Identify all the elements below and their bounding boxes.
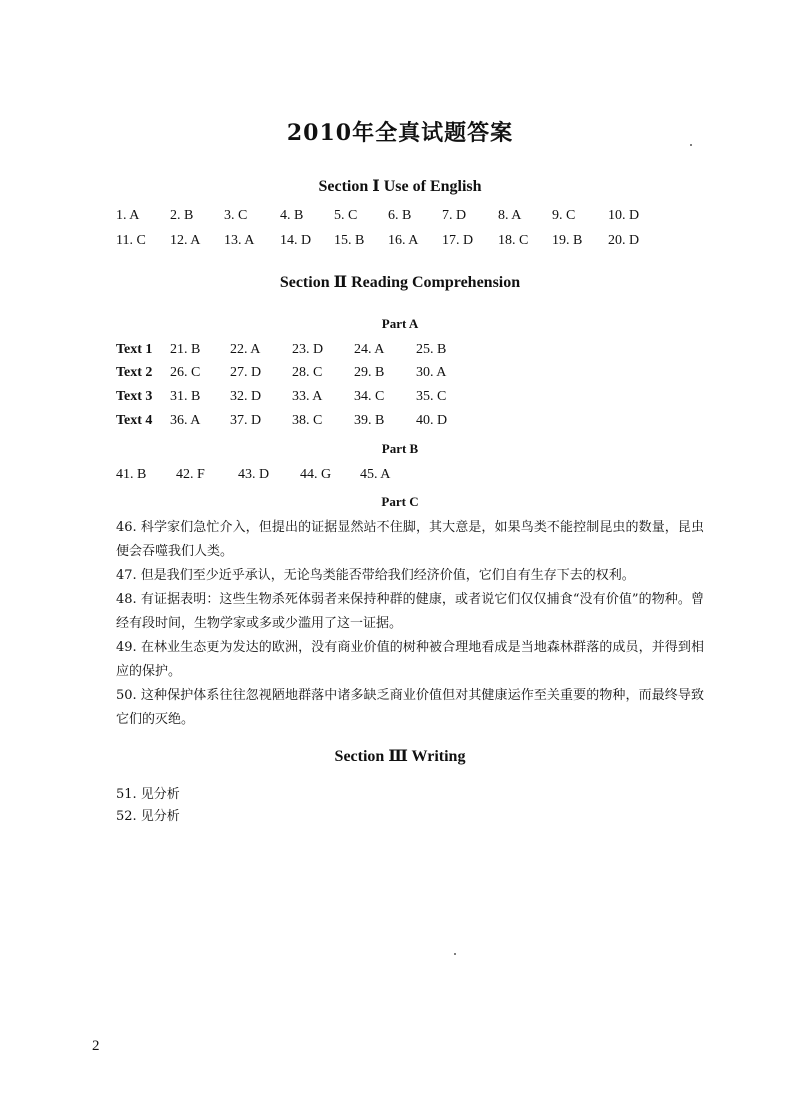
answer-item: 38. C bbox=[292, 413, 323, 428]
translation-item: 50. 这种保护体系往往忽视陋地群落中诸多缺乏商业价值但对其健康运作至关重要的物种，而最终导致它们的灭绝。 bbox=[116, 688, 704, 727]
answer-item: 23. D bbox=[292, 342, 324, 357]
text-label: Text 2 bbox=[116, 365, 153, 380]
answer-item: 19. B bbox=[552, 233, 583, 248]
answer-item: 6. B bbox=[388, 208, 412, 223]
answer-item: 40. D bbox=[416, 413, 448, 428]
translation-item: 46. 科学家们急忙介入，但提出的证据显然站不住脚，其大意是，如果鸟类不能控制昆虫的数量，昆虫便会吞噬我们人类。 bbox=[116, 520, 704, 559]
answer-item: 26. C bbox=[170, 365, 201, 380]
answer-item: 39. B bbox=[354, 413, 385, 428]
answer-item: 22. A bbox=[230, 342, 261, 357]
scan-speck bbox=[454, 953, 456, 955]
writing-item: 51. 见分析 bbox=[116, 787, 180, 802]
section-1-heading: Section Ⅰ Use of English bbox=[318, 178, 482, 195]
answer-item: 33. A bbox=[292, 389, 323, 404]
page-title: 2010年全真试题答案 bbox=[286, 120, 514, 146]
translation-item: 49. 在林业生态更为发达的欧洲，没有商业价值的树种被合理地看成是当地森林群落的成员，并得到相应的保护。 bbox=[116, 640, 704, 679]
section-2-heading: Section Ⅱ Reading Comprehension bbox=[279, 274, 521, 291]
answer-item: 9. C bbox=[552, 208, 576, 223]
answer-item: 37. D bbox=[230, 413, 262, 428]
text-label: Text 4 bbox=[116, 413, 153, 428]
section-3-heading: Section Ⅲ Writing bbox=[334, 748, 466, 765]
part-c-heading: Part C bbox=[381, 494, 419, 509]
answer-item: 30. A bbox=[416, 365, 447, 380]
writing-item: 52. 见分析 bbox=[116, 809, 180, 824]
translation-item: 47. 但是我们至少近乎承认，无论鸟类能否带给我们经济价值，它们自有生存下去的权利。 bbox=[116, 568, 635, 583]
part-a-heading: Part A bbox=[381, 316, 419, 331]
answer-item: 27. D bbox=[230, 365, 262, 380]
answer-item: 44. G bbox=[300, 467, 332, 482]
answer-item: 41. B bbox=[116, 467, 147, 482]
answer-item: 43. D bbox=[238, 467, 270, 482]
text-label: Text 3 bbox=[116, 389, 153, 404]
answer-item: 10. D bbox=[608, 208, 640, 223]
answer-item: 17. D bbox=[442, 233, 474, 248]
answer-item: 24. A bbox=[354, 342, 385, 357]
answer-item: 45. A bbox=[360, 467, 391, 482]
answer-item: 36. A bbox=[170, 413, 201, 428]
scan-speck bbox=[690, 144, 692, 146]
text-label: Text 1 bbox=[116, 342, 153, 357]
answer-item: 8. A bbox=[498, 208, 522, 223]
answer-item: 15. B bbox=[334, 233, 365, 248]
answer-item: 31. B bbox=[170, 389, 201, 404]
answer-item: 34. C bbox=[354, 389, 385, 404]
answer-item: 5. C bbox=[334, 208, 358, 223]
answer-item: 18. C bbox=[498, 233, 529, 248]
page-number: 2 bbox=[92, 1038, 100, 1054]
translation-item: 48. 有证据表明：这些生物杀死体弱者来保持种群的健康，或者说它们仅仅捕食“没有价值”的物种。曾经有段时间，生物学家或多或少滥用了这一证据。 bbox=[116, 592, 704, 631]
answer-item: 11. C bbox=[116, 233, 146, 248]
answer-item: 21. B bbox=[170, 342, 201, 357]
answer-item: 4. B bbox=[280, 208, 304, 223]
answer-item: 28. C bbox=[292, 365, 323, 380]
answer-item: 16. A bbox=[388, 233, 419, 248]
answer-item: 13. A bbox=[224, 233, 255, 248]
answer-item: 20. D bbox=[608, 233, 640, 248]
answer-item: 29. B bbox=[354, 365, 385, 380]
answer-item: 2. B bbox=[170, 208, 194, 223]
answer-item: 12. A bbox=[170, 233, 201, 248]
answer-item: 14. D bbox=[280, 233, 312, 248]
answer-item: 32. D bbox=[230, 389, 262, 404]
answer-item: 25. B bbox=[416, 342, 447, 357]
answer-item: 3. C bbox=[224, 208, 248, 223]
answer-item: 35. C bbox=[416, 389, 447, 404]
part-b-heading: Part B bbox=[381, 441, 419, 456]
answer-item: 42. F bbox=[176, 467, 205, 482]
answer-item: 1. A bbox=[116, 208, 140, 223]
answer-item: 7. D bbox=[442, 208, 467, 223]
